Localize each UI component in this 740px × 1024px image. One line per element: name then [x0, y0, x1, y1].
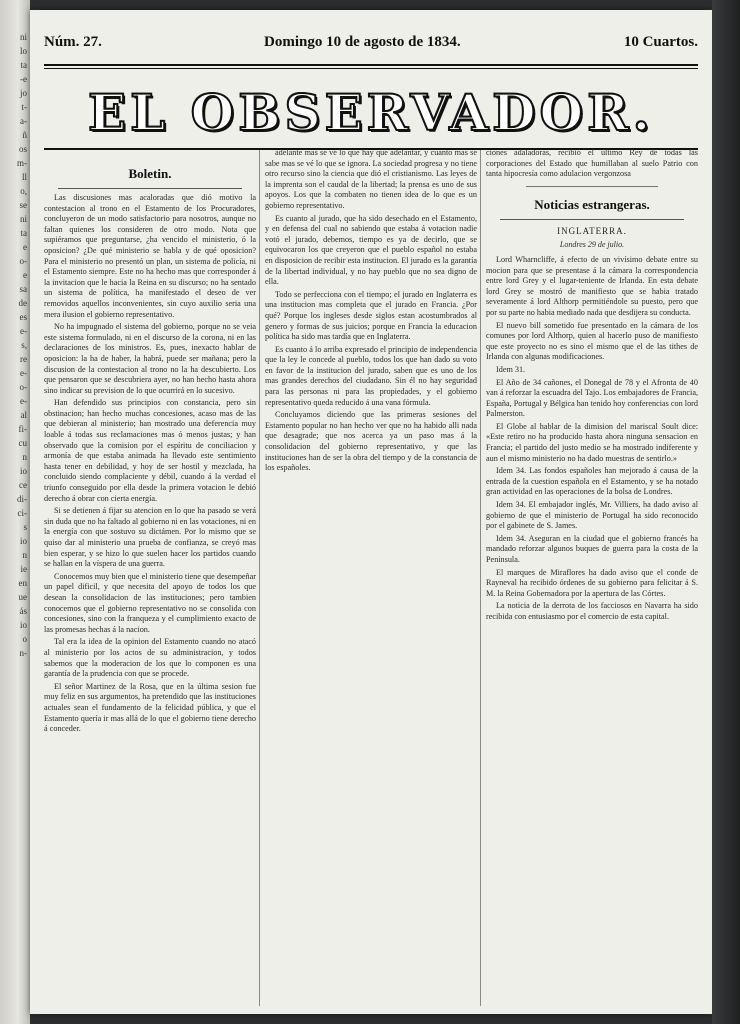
adjacent-page-fragment: t-: [21, 102, 27, 112]
adjacent-page-fragment: ni: [19, 214, 27, 224]
adjacent-page-fragment: sa: [19, 284, 27, 294]
article-paragraph: Si se detienen á fijar su atencion en lo que ha pasado se verá sin duda que no ha faltado al gobierno ni en las votaciones, ni en la energía con que sostuvo su dictámen. Por lo mismo que se quiso dar al ministerio una prueba de confianza, se creyó mas bien esperar, y se hizo lo que suelen hacer los partidos cuando se hallan en la víspera de una guerra.: [44, 506, 256, 569]
adjacent-page-text: [0, 0, 30, 660]
adjacent-page-fragment: n: [22, 452, 27, 462]
dateline: Londres 29 de julio.: [559, 240, 625, 250]
article-paragraph: Todo se perfecciona con el tiempo; el jurado en Inglaterra es una institucion mas completa que el jurado en Francia. ¿Por qué? Porque los ingleses desde siglos estan acostumbrados al genero y formas de sus juicios; porque en Francia la educacion política ha sido mas tardía que en Inglaterra.: [265, 289, 477, 342]
adjacent-page-fragment: ás: [19, 606, 27, 616]
adjacent-page-fragment: es: [19, 312, 27, 322]
adjacent-page-fragment: ta: [20, 60, 27, 70]
adjacent-page-fragment: ce: [19, 480, 27, 490]
adjacent-page-fragment: e-: [20, 368, 27, 378]
article-paragraph: La noticia de la derrota de los facciosos en Navarra ha sido recibida con entusiasmo por el comercio de esta capital.: [486, 601, 698, 621]
column-noticias: [486, 148, 698, 998]
masthead-title: EL OBSERVADOR.: [87, 83, 655, 142]
adjacent-page-edge: [0, 0, 30, 1024]
article-paragraph: Han defendido sus principios con constancia, pero sin obstinacion; han hecho muchas concesiones, acaso mas de las que debieran al ministerio; han mostrado una deferencia muy loable á todas sus reclamaciones mas ó menos justas; y han observado que la comision por el espíritu de conciliacion y armonía de que estaba animada ha llevado este sentimiento hasta tener en debilidad, y hoy de ser hostil y mezclada, ha concluido siendo complaciente y débil, cuando á la verdad el triunfo conseguido por ella desde la primera votacion le debió derecho á obrar con cierta energía.: [44, 398, 256, 503]
article-paragraph: Idem 34. Las fondos españoles han mejorado á causa de la entrada de la cuestion española en el Estamento, y se ha notado gran actividad en las operaciones de la bolsa de Londres.: [486, 466, 698, 497]
adjacent-page-fragment: m-: [17, 158, 27, 168]
noticias-body: [486, 255, 698, 623]
article-paragraph: adelante mas se vé lo que hay que adelantar, y cuanto mas se sabe mas se vé lo que se ignora. La sociedad progresa y no tiene otro recurso sino la ciencia que dió el cristianismo. Las leyes de la imprenta son el caudal de la libertad; la prensa es uno de sus apoyos. Los que la combaten no tienen idea de lo que es un gobierno representativo.: [265, 148, 477, 210]
noticias-heading-rule: [500, 219, 684, 220]
adjacent-page-fragment: io: [19, 536, 27, 546]
adjacent-page-fragment: ta: [20, 228, 27, 238]
article-paragraph: Conocemos muy bien que el ministerio tiene que desempeñar un papel dificil, y que necesita del apoyo de todos los que desean la consolidacion de las instituciones; pero tambien conocemos que el gobierno representativo no se consolida con concesiones, sino con la franqueza y el cumplimiento exacto de las promesas hechas á la nacion.: [44, 571, 256, 634]
article-paragraph: Idem 31.: [496, 364, 526, 374]
adjacent-page-fragment: e-: [20, 326, 27, 336]
article-paragraph: El Año de 34 cañones, el Donegal de 78 y el Afronta de 40 van á reforzar la escuadra del Tajo. Los embajadores de Francia, España, Portugal y Bélgica han tenido hoy conferencias con lord Palmerston.: [486, 377, 698, 419]
adjacent-page-fragment: en: [18, 578, 27, 588]
adjacent-page-fragment: jo: [19, 88, 27, 98]
adjacent-page-fragment: ñ: [22, 130, 27, 140]
adjacent-page-fragment: di-: [17, 494, 27, 504]
issue-header: [44, 34, 698, 56]
column-intro-text: ciones adaladoras, recibió el último Rey de todas las corporaciones del Estado que humillaban al suelo Patrio con tanta hipocresía como adulacion vergonzosa: [486, 148, 698, 179]
article-paragraph: Es cuanto á lo arriba expresado el principio de independencia que la ley le concede al pueblo, todos los que han dado su voto en favor de la institucion del jurado, saben que es uno de los mas grandes derechos del ciudadano. Sin él no hay seguridad para las personas ni para las propiedades, y el gobierno representativo queda reducido á una vana fórmula.: [265, 344, 477, 407]
adjacent-page-fragment: ll: [21, 172, 27, 182]
adjacent-page-fragment: -e: [20, 74, 27, 84]
adjacent-page-fragment: fi-: [18, 424, 27, 434]
boletin-body: [44, 193, 256, 735]
article-paragraph: Lord Wharncliffe, á efecto de un vivísimo debate entre su mocion para que se presentase á la cámara la correspondencia entre lord Grey y el lugar-teniente de Irlanda. En esta debate lord Grey se mostró de manifiesto que se habia tratado severamente á lord Althorp permitiéndole su puesto, pero que por su parte no habia mediado nada que desdijera su conducta.: [486, 254, 698, 317]
article-paragraph: El señor Martinez de la Rosa, que en la última sesion fue muy feliz en sus argumentos, ha pretendido que las instituciones actuales sean el fundamento de la felicidad pública, y que el Estamento quería ir mas allá de lo que el gobierno tiene derecho á conceder.: [44, 681, 256, 734]
article-paragraph: No ha impugnado el sistema del gobierno, porque no se veia este sistema formulado, ni en el discurso de la corona, ni en las declaraciones de los ministros. Es, pues, inexacto hablar de oposicion: la ha de haber, la habrá, puede ser mañana; pero la discusion de la contestacion al trono no la ha descubierto. Los que pensaron que se descubriera ayer, no han hecho hasta ahora sino indicar su prevision de lo que ocurrirá en lo sucesivo.: [44, 322, 256, 395]
country-subheading: INGLATERRA.: [557, 225, 627, 236]
adjacent-page-fragment: ni: [19, 32, 27, 42]
noticias-heading: Noticias estrangeras.: [534, 196, 650, 212]
adjacent-page-fragment: re: [20, 354, 27, 364]
adjacent-page-fragment: e: [23, 270, 27, 280]
adjacent-page-fragment: cu: [18, 438, 27, 448]
newspaper-page: [30, 10, 712, 1014]
adjacent-page-fragment: o: [22, 634, 27, 644]
article-paragraph: Concluyamos diciendo que las primeras sesiones del Estamento popular no han hecho ver que no ha habido alli nada que desagrade; que nos acerca ya un paso mas á la consolidacion del gobierno representativo, y que las instituciones han de ser la obra del tiempo y de la constancia de los españoles.: [265, 410, 477, 473]
adjacent-page-fragment: o-: [19, 256, 27, 266]
adjacent-page-fragment: io: [19, 466, 27, 476]
article-paragraph: Es cuanto al jurado, que ha sido desechado en el Estamento, y en defensa del cual no sabiendo que estaba á votacion nadie votó el jurado, debemos, tiempo es ya de decirlo, que se equivocaron los que creyeron que el pueblo español no estaba en disposicion de recibir esta institucion. El jurado es la garantía de la libertad individual, y no hay pueblo que no sea digno de ella.: [265, 213, 477, 287]
adjacent-page-fragment: ie: [20, 564, 27, 574]
article-paragraph: Las discusiones mas acaloradas que dió motivo la contestacion al trono en el Estamento de los Procuradores, concluyeron de un modo satisfactorio para nosotros, aunque no faltan quienes los consideren de otro modo. Nota que supiéramos que preguntarse, ¿ha vencido el ministerio, ó la oposicion? ¿De qué ministerio se habla y de qué oposicion? Para el ministerio no presentó un plan, un sistema de policía, ni el Estamento siempre. Este no ha hecho mas que corresponder á la invitacion que le hacia la Reina en su discurso; no ha sentado un sistema de política, ha manifestado el deseo de ver removidos aquellos inconvenientes, sin cuyo auxilio seria una mera ilusion el gobierno representativo.: [44, 193, 256, 319]
adjacent-page-fragment: e-: [20, 396, 27, 406]
adjacent-page-fragment: ue: [18, 592, 27, 602]
boletin-heading: Boletin.: [128, 166, 172, 181]
article-paragraph: Idem 34. Aseguran en la ciudad que el gobierno francés ha mandado reforzar algunos buques de guerra para la costa de la Península.: [486, 533, 698, 564]
issue-date: Domingo 10 de agosto de 1834.: [264, 34, 461, 50]
adjacent-page-fragment: a-: [20, 116, 27, 126]
adjacent-page-fragment: lo: [19, 46, 27, 56]
article-paragraph: El nuevo bill sometido fue presentado en la cámara de los comunes por lord Althorp, quien al hacerlo puso de manifiesto que este proyecto no es sino el mismo que el de las tithes de Irlanda con algunas modificaciones.: [486, 320, 698, 362]
article-paragraph: El marques de Miraflores ha dado aviso que el conde de Rayneval ha recibido órdenes de su gobierno para felicitar á S. M. la Reina Gobernadora por la apertura de las Córtes.: [486, 567, 698, 598]
adjacent-page-fragment: io: [19, 620, 27, 630]
adjacent-page-fragment: se: [19, 200, 27, 210]
issue-number: Núm. 27.: [44, 34, 102, 50]
header-rule-top: [44, 64, 698, 66]
adjacent-page-fragment: ci-: [17, 508, 27, 518]
adjacent-page-fragment: s,: [21, 340, 27, 350]
adjacent-page-fragment: de: [18, 298, 27, 308]
adjacent-page-fragment: o,: [20, 186, 27, 196]
column-divider-2: [480, 150, 481, 1006]
scanner-background: [712, 0, 740, 1024]
column-middle: [265, 148, 477, 998]
adjacent-page-fragment: n: [22, 550, 27, 560]
middle-column-body: [265, 148, 477, 474]
adjacent-page-fragment: os: [18, 144, 27, 154]
header-rule-top-thin: [44, 68, 698, 69]
issue-price: 10 Cuartos.: [623, 34, 698, 50]
article-paragraph: Idem 34. El embajador inglés, Mr. Villiers, ha dado aviso al gobierno de que el ministerio de Portugal ha sido reconocido por el gabinete de S. James.: [486, 500, 698, 531]
boletin-heading-rule: [58, 188, 242, 189]
column-divider-1: [259, 150, 260, 1006]
adjacent-page-fragment: s: [23, 522, 27, 532]
column-boletin: [44, 156, 256, 1006]
adjacent-page-fragment: al: [20, 410, 27, 420]
adjacent-page-fragment: o-: [19, 382, 27, 392]
article-paragraph: El Globe al hablar de la dimision del mariscal Soult dice: «Este retiro no ha producido hasta ahora ninguna sensacion en Francia; el partido del justo medio se ha mostrado indiferente y aun el mismo ministerio no ha dado muestras de sentirlo.»: [486, 421, 698, 463]
article-paragraph: Tal era la idea de la opinion del Estamento cuando no atacó al ministerio por los actos de su administracion, y todos sabemos que la moderacion de los que lo componen es una garantía de la prudencia con que se procede.: [44, 637, 256, 679]
section-rule: [526, 186, 658, 187]
adjacent-page-fragment: e: [23, 242, 27, 252]
adjacent-page-fragment: n-: [19, 648, 27, 658]
